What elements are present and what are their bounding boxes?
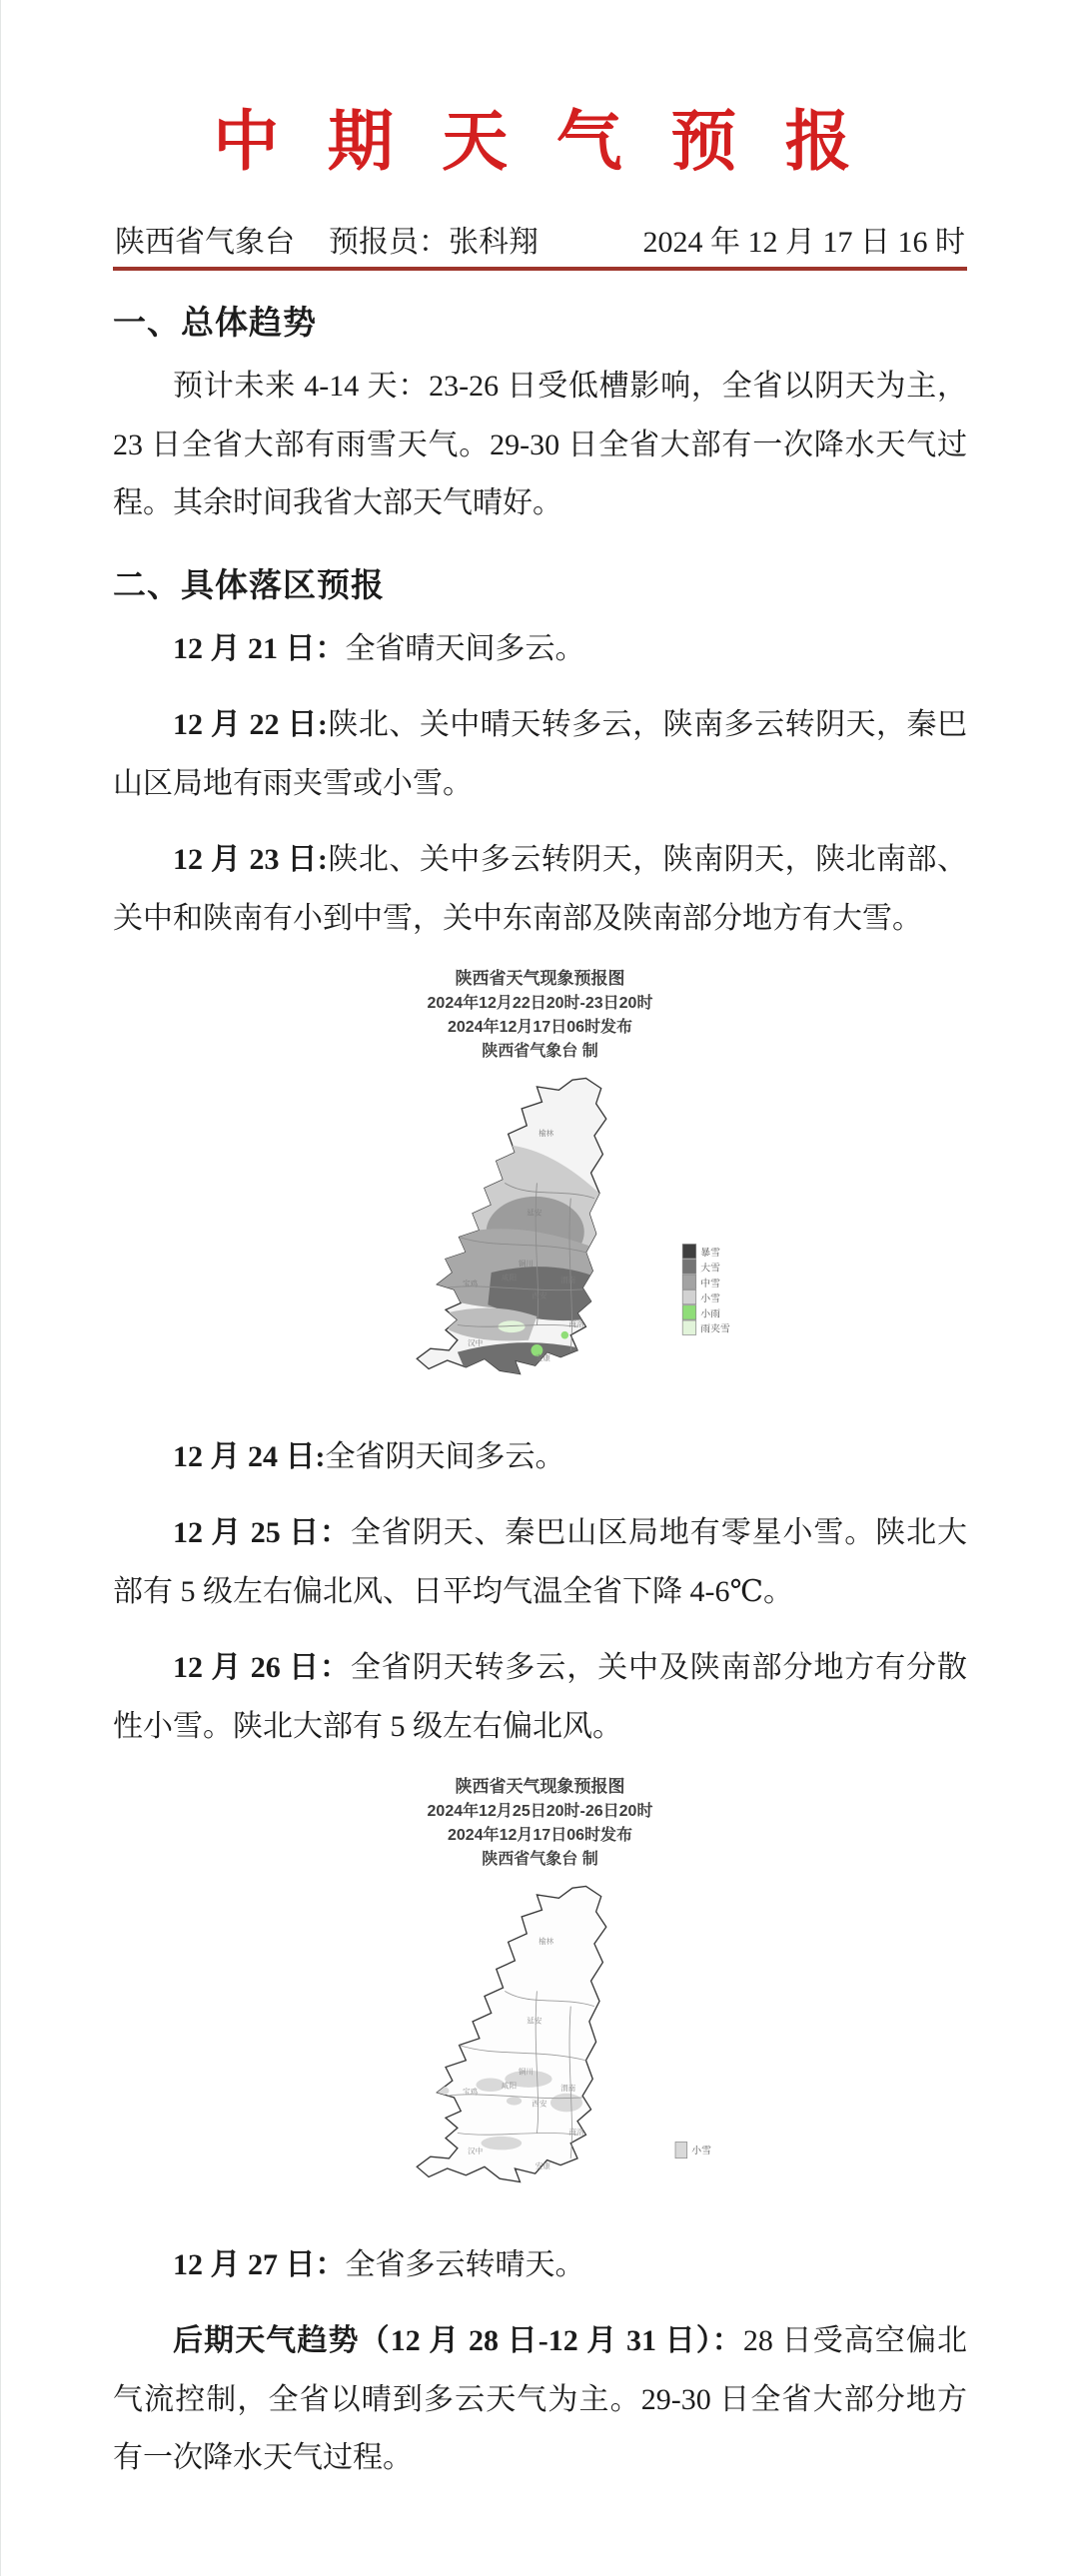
map1-caption-title: 陕西省天气现象预报图 (455, 969, 625, 988)
shaanxi-weather-map-2 (316, 1876, 765, 2210)
forecast-dec-27 (113, 2236, 967, 2295)
city-label: 咸阳 (501, 2081, 517, 2091)
forecast-date-label: 12 月 23 日: (173, 843, 328, 876)
forecast-date-label: 12 月 24 日: (173, 1439, 326, 1473)
city-label: 铜川 (518, 2066, 534, 2076)
legend-swatch (682, 1275, 696, 1288)
city-label: 渭南 (559, 2083, 575, 2093)
forecaster-name: 预报员：张科翔 (329, 226, 539, 259)
forecast-dec-25 (113, 1504, 967, 1621)
city-label: 安康 (535, 1352, 550, 1362)
city-label: 延安 (526, 2016, 541, 2026)
legend-label: 中雪 (699, 1278, 720, 1289)
section-heading-detailed-forecast: 二、具体落区预报 (113, 565, 385, 603)
legend-swatch (682, 1244, 696, 1258)
forecast-text: 陕北、关中晴天转多云，陕南多云转阴天，秦巴山区局地有雨夹雪或小雪。 (113, 708, 968, 800)
city-label: 汉中 (467, 2146, 483, 2155)
province-shape-group (417, 1886, 606, 2181)
section-heading-overall-trend: 一、总体趋势 (113, 304, 317, 341)
forecast-text: 全省晴天间多云。 (345, 631, 585, 665)
document-title: 中 期 天 气 预 报 (213, 106, 867, 179)
weather-map-figure-2 (191, 1774, 890, 2210)
forecast-dec-26 (113, 1639, 967, 1756)
forecast-text: 全省多云转晴天。 (345, 2247, 585, 2281)
legend-swatch (682, 1304, 696, 1318)
city-label: 延安 (526, 1208, 541, 1218)
issue-datetime: 2024 年 12 月 17 日 16 时 (642, 226, 965, 259)
forecast-date-label: 12 月 21 日： (173, 631, 346, 665)
overall-trend-paragraph: 预计未来 4-14 天：23-26 日受低槽影响，全省以阴天为主，23 日全省大部有雨雪天气。29-30 日全省大部有一次降水天气过程。其余时间我省大部天气晴好。 (113, 370, 967, 519)
map1-caption (191, 966, 890, 1064)
city-label: 安康 (535, 2160, 550, 2170)
forecast-dec-23 (113, 831, 967, 948)
forecast-text: 全省阴天间多云。 (325, 1439, 565, 1473)
map2-legend (675, 2142, 711, 2157)
map2-caption-title: 陕西省天气现象预报图 (455, 1777, 625, 1796)
map1-caption-valid-period: 2024年12月22日20时-23日20时 (427, 994, 653, 1012)
shaanxi-weather-map-1 (316, 1068, 765, 1402)
city-label: 榆林 (538, 1128, 553, 1138)
forecast-text: 全省阴天、秦巴山区局地有零星小雪。陕北大部有 5 级左右偏北风、日平均气温全省下降 4-6℃。 (113, 1516, 968, 1608)
forecast-dec-24 (113, 1428, 967, 1487)
city-label: 榆林 (538, 1936, 553, 1946)
city-label: 西安 (531, 1289, 547, 1299)
forecast-dec-22 (113, 696, 967, 813)
later-period-outlook (113, 2312, 967, 2488)
legend-label: 大雪 (699, 1263, 720, 1274)
forecast-date-label: 12 月 27 日： (173, 2247, 346, 2281)
weather-map-figure-1 (191, 966, 890, 1402)
forecast-date-label: 12 月 22 日: (173, 708, 328, 741)
legend-label: 小雪 (690, 2145, 711, 2156)
map2-caption-valid-period: 2024年12月25日20时-26日20时 (427, 1802, 653, 1820)
city-label: 咸阳 (501, 1273, 517, 1283)
city-label: 商洛 (568, 2127, 584, 2137)
province-shape-group (417, 1078, 611, 1384)
map2-caption-issued: 2024年12月17日06时发布 (448, 1826, 632, 1844)
city-label: 宝鸡 (462, 1279, 478, 1288)
legend-swatch (682, 1320, 696, 1334)
city-label: 宝鸡 (462, 2087, 478, 2097)
legend-swatch (675, 2142, 687, 2157)
outlook-text: 28 日受高空偏北气流控制，全省以晴到多云天气为主。29-30 日全省大部分地方有一次降水天气过程。 (113, 2324, 967, 2474)
forecast-date-label: 12 月 25 日： (173, 1516, 351, 1549)
forecast-date-label: 12 月 26 日： (173, 1651, 351, 1684)
station-name: 陕西省气象台 (115, 226, 295, 259)
meta-left (115, 217, 539, 261)
forecast-text: 陕北、关中多云转阴天，陕南阴天，陕北南部、关中和陕南有小到中雪，关中东南部及陕南部分地方有大雪。 (113, 843, 968, 935)
legend-label: 雨夹雪 (699, 1323, 730, 1335)
map1-caption-maker: 陕西省气象台 制 (482, 1042, 598, 1060)
city-label: 西安 (531, 2098, 547, 2108)
legend-label: 暴雪 (699, 1247, 720, 1259)
map2-caption (191, 1774, 890, 1872)
city-label: 汉中 (467, 1337, 483, 1347)
forecast-dec-21 (113, 620, 967, 679)
forecast-text: 全省阴天转多云，关中及陕南部分地方有分散性小雪。陕北大部有 5 级左右偏北风。 (113, 1651, 968, 1743)
legend-swatch (682, 1289, 696, 1303)
legend-label: 小雪 (699, 1292, 720, 1304)
city-label: 商洛 (568, 1318, 584, 1328)
document-meta-row (113, 217, 967, 271)
outlook-lead-label: 后期天气趋势（12 月 28 日-12 月 31 日）： (173, 2324, 743, 2357)
legend-swatch (682, 1259, 696, 1273)
legend-label: 小雨 (699, 1307, 720, 1319)
map1-caption-issued: 2024年12月17日06时发布 (448, 1018, 632, 1036)
city-label: 渭南 (559, 1275, 575, 1285)
map1-legend (682, 1244, 730, 1334)
map2-caption-maker: 陕西省气象台 制 (482, 1850, 598, 1868)
city-label: 铜川 (518, 1258, 534, 1268)
